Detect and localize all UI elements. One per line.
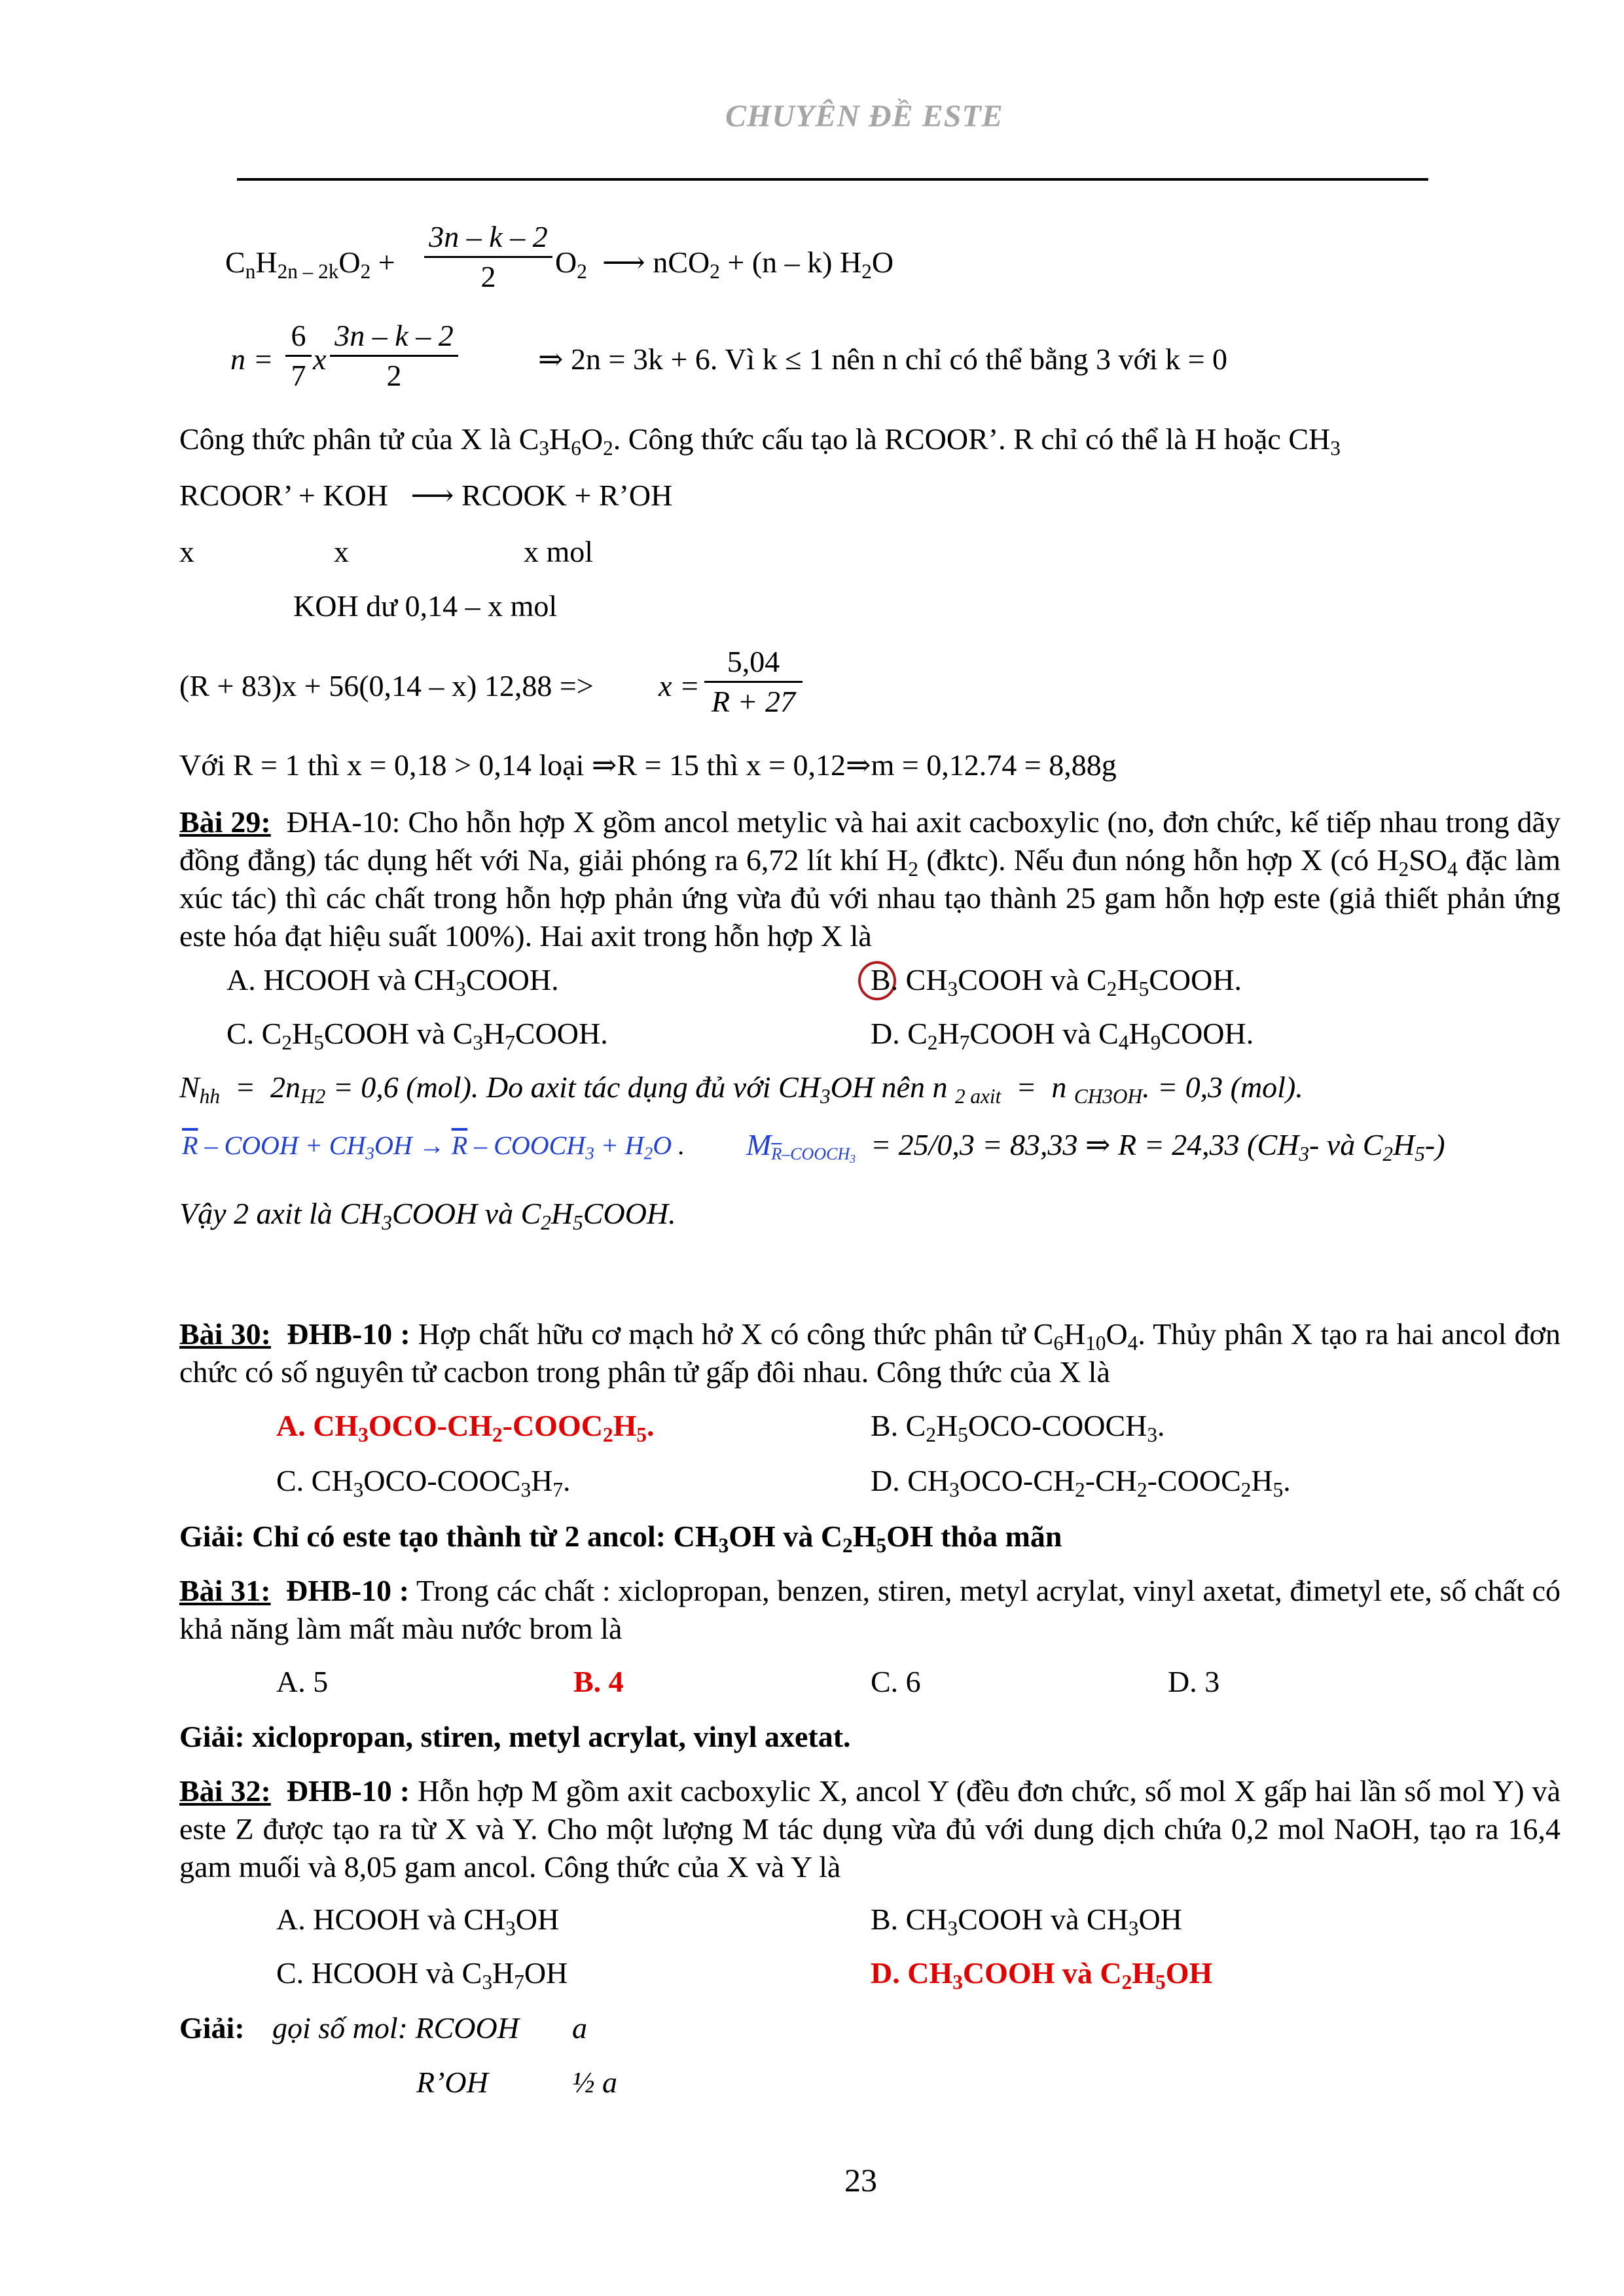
bai30-option-b[interactable]: B. $C_2H_5OCO-COOCH_3$. — [871, 1409, 1165, 1446]
bai31-option-d[interactable]: D. 3 — [1168, 1665, 1220, 1698]
n-equation-x: x — [313, 342, 327, 376]
mass-equation-x: x = — [659, 669, 700, 702]
mass-conclusion: Với R = 1 thì x = 0,18 > 0,14 loại ⇒R = 15 thì x = 0,12⇒m = 0,12.74 = 8,88g — [179, 748, 1117, 782]
bai32-option-c[interactable]: C. HCOOH và $C_3H_7OH$ — [276, 1956, 568, 1994]
mass-equation-lhs: (R + 83)x + 56(0,14 – x) 12,88 => — [179, 669, 594, 702]
bai31-question: Bài 31: ĐHB-10 : Trong các chất : xiclopropan, benzen, stiren, metyl acrylat, vinyl axetat, đimetyl ete, số chất có khả năng làm mất màu nước brom là — [179, 1574, 1561, 1645]
n-equation-result: ⇒ 2n = 3k + 6. Vì k ≤ 1 nên n chỉ có thể bằng 3 với k = 0 — [538, 342, 1228, 376]
bai29-solution-3: Vậy 2 axit là $CH_3COOH$ và $C_2H_5COOH$. — [179, 1197, 676, 1234]
bai32-question: Bài 32: ĐHB-10 : Hỗn hợp M gồm axit cacboxylic X, ancol Y (đều đơn chức, số mol X gấp hai lần số mol Y) và este Z được tạo ra từ X và Y. Cho một lượng M tác dụng vừa đủ với dung dịch chứa 0,2 mol NaOH, tạo ra 16,4 gam muối và 8,05 gam ancol. Công thức của X và Y là — [179, 1774, 1561, 1884]
bai32-solution-row1-name: gọi số mol: RCOOH — [272, 2011, 519, 2045]
bai32-solution-row2-name: R’OH — [416, 2066, 488, 2099]
bai32-option-a[interactable]: A. HCOOH và $CH_3OH$ — [276, 1903, 560, 1940]
bai29-option-a[interactable]: A. HCOOH và $CH_3COOH$. — [226, 963, 559, 1000]
bai30-question: Bài 30: ĐHB-10 : Hợp chất hữu cơ mạch hở X có công thức phân tử $C_6H_{10}O_4$. Thủy phân X tạo ra hai ancol đơn chức có số nguyên tử cacbon trong phân tử gấp đôi nhau. Công thức của X là — [179, 1317, 1561, 1389]
bai31-option-c[interactable]: C. 6 — [871, 1665, 921, 1698]
bai29-option-c[interactable]: C. $C_2H_5COOH$ và $C_3H_7COOH$. — [226, 1017, 608, 1054]
saponification-reaction: RCOOR’ + KOH ⟶ RCOOK + R’OH — [179, 479, 673, 512]
formula-x-line: Công thức phân tử của X là $C_3H_6O_2$. Công thức cấu tạo là RCOOR’. R chỉ có thể là H hoặc $CH_3$ — [179, 422, 1341, 460]
bai32-option-b[interactable]: B. $CH_3COOH$ và $CH_3OH$ — [871, 1903, 1182, 1940]
bai29-question: Bài 29: ĐHA-10: Cho hỗn hợp X gồm ancol metylic và hai axit cacboxylic (no, đơn chức, kế tiếp nhau trong dãy đồng đẳng) tác dụng hết với Na, giải phóng ra 6,72 lít khí $H_2$ (đktc). Nếu đun nóng hỗn hợp X (có $H_2SO_4$ đặc làm xúc tác) thì các chất trong hỗn hợp phản ứng vừa đủ với nhau tạo thành 25 gam hỗn hợp este (giả thiết phản ứng este hóa đạt hiệu suất 100%). Hai axit trong hỗn hợp X là — [179, 805, 1561, 953]
bai30-option-c[interactable]: C. $CH_3OCO-COOC_3H_7$. — [276, 1464, 571, 1501]
header-rule — [237, 178, 1428, 181]
mol-row-x1: x — [179, 535, 194, 568]
bai31-solution: Giải: xiclopropan, stiren, metyl acrylat, vinyl axetat. — [179, 1720, 851, 1753]
combustion-equation-lhs: $C_nH_{2n - 2k}O_2$ + — [225, 246, 395, 283]
mol-row-x3: x mol — [524, 535, 594, 568]
bai29-solution-2-equation: $\overline{R}$ – COOH + $CH_3OH \to \overline{R}$ – $COOCH_3 + H_2O$ . — [182, 1131, 685, 1163]
bai30-label: Bài 30: — [179, 1317, 271, 1351]
page-number: 23 — [844, 2162, 877, 2198]
bai29-option-b[interactable]: B. $CH_3COOH$ và $C_2H_5COOH$. — [871, 963, 1242, 1000]
bai31-option-a[interactable]: A. 5 — [276, 1665, 329, 1698]
bai30-option-a[interactable]: A. $CH_3OCO-CH_2-COOC_2H_5$. — [276, 1409, 655, 1446]
bai32-solution-label: Giải: — [179, 2011, 245, 2045]
bai32-solution-row2-value: ½ a — [572, 2066, 617, 2099]
bai29-label: Bài 29: — [179, 805, 271, 839]
bai29-solution-2-mass: $M_{\overline{R}-COOCH_3} = 25/0,3 = 83,33$ ⇒ R = 24,33 ($CH_3-$ và $C_2H_5-$) — [746, 1128, 1445, 1166]
bai32-option-d[interactable]: D. $CH_3COOH$ và $C_2H_5OH$ — [871, 1956, 1213, 1994]
bai31-option-b[interactable]: B. 4 — [573, 1665, 624, 1698]
combustion-fraction: 3n – k – 2 2 — [424, 219, 552, 295]
koh-excess-line: KOH dư 0,14 – x mol — [293, 589, 558, 623]
six-sevenths-fraction: 6 7 — [285, 318, 312, 393]
combustion-equation-rhs: $O_2$ ⟶ nCO$_2$ + (n – k) $H_2O$ — [555, 246, 894, 283]
bai32-solution-row1-value: a — [572, 2011, 587, 2045]
mass-equation-fraction: 5,04 R + 27 — [704, 644, 803, 720]
bai29-solution-1: $N_{hh} = 2n_{H2} = 0,6$ (mol). Do axit tác dụng đủ với $CH_3OH$ nên n $_{2 axit}$ = n $_{CH3OH}$. = 0,3 (mol). — [179, 1070, 1303, 1108]
n-equation-fraction: 3n – k – 2 2 — [330, 318, 458, 393]
mol-row-x2: x — [334, 535, 349, 568]
n-equation-lhs: n = — [230, 342, 274, 376]
page-header-title: CHUYÊN ĐỀ ESTE — [725, 99, 1003, 134]
bai30-solution: Giải: Chỉ có este tạo thành từ 2 ancol: $CH_3OH$ và $C_2H_5OH$ thỏa mãn — [179, 1520, 1062, 1557]
bai30-option-d[interactable]: D. $CH_3OCO-CH_2-CH_2-COOC_2H_5$. — [871, 1464, 1291, 1501]
bai29-option-d[interactable]: D. $C_2H_7COOH$ và $C_4H_9COOH$. — [871, 1017, 1254, 1054]
bai32-label: Bài 32: — [179, 1774, 271, 1808]
bai31-label: Bài 31: — [179, 1574, 271, 1607]
